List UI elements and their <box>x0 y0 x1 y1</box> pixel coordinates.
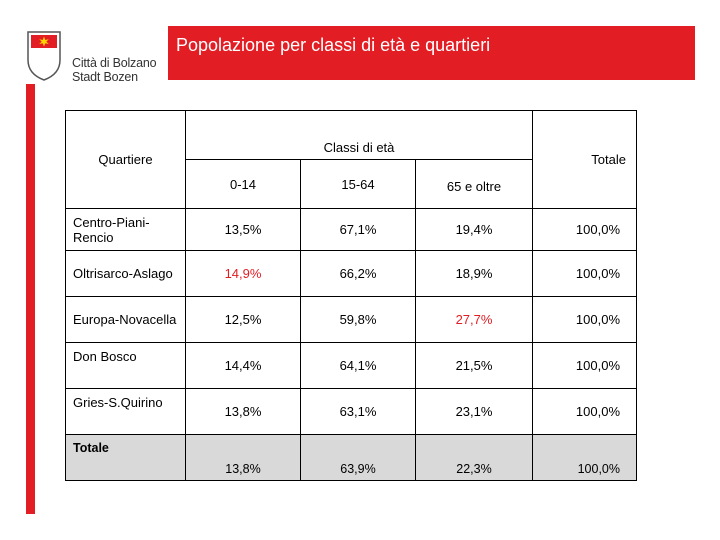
cell-value: 23,1% <box>416 389 533 435</box>
left-accent-bar <box>26 84 35 514</box>
cell-total: 100,0% <box>533 389 637 435</box>
cell-value: 59,8% <box>301 297 416 343</box>
cell-total: 100,0% <box>533 251 637 297</box>
cell-total: 100,0% <box>533 343 637 389</box>
cell-value: 14,4% <box>186 343 301 389</box>
header-age-65-plus: 65 e oltre <box>416 160 533 209</box>
page-title: Popolazione per classi di età e quartieri <box>176 35 491 55</box>
table-row <box>66 389 637 435</box>
table-row <box>66 297 637 343</box>
row-name: Don Bosco <box>66 343 186 389</box>
cell-value: 13,5% <box>186 209 301 251</box>
row-name: Centro-Piani-Rencio <box>66 209 186 251</box>
table-row <box>66 343 637 389</box>
cell-value: 13,8% <box>186 389 301 435</box>
cell-value-highlight: 14,9% <box>186 251 301 297</box>
table-total-row <box>66 435 637 481</box>
population-table <box>65 110 637 481</box>
title-banner <box>168 26 695 80</box>
logo-text <box>72 56 156 84</box>
cell-value-highlight: 27,7% <box>416 297 533 343</box>
total-value: 13,8% <box>186 435 301 481</box>
cell-value: 19,4% <box>416 209 533 251</box>
row-name: Gries-S.Quirino <box>66 389 186 435</box>
bolzano-shield-icon <box>24 30 64 82</box>
cell-total: 100,0% <box>533 209 637 251</box>
cell-value: 18,9% <box>416 251 533 297</box>
cell-value: 64,1% <box>301 343 416 389</box>
total-value: 22,3% <box>416 435 533 481</box>
logo-line-2: Stadt Bozen <box>72 70 138 84</box>
header-quartiere: Quartiere <box>66 111 186 209</box>
row-name: Oltrisarco-Aslago <box>66 251 186 297</box>
table-header-row <box>66 111 637 160</box>
total-grand-total: 100,0% <box>533 435 637 481</box>
header-totale: Totale <box>533 111 637 209</box>
cell-value: 66,2% <box>301 251 416 297</box>
table-row <box>66 251 637 297</box>
city-logo <box>20 26 170 92</box>
header-age-15-64: 15-64 <box>301 160 416 209</box>
cell-value: 21,5% <box>416 343 533 389</box>
cell-value: 67,1% <box>301 209 416 251</box>
header-age-0-14: 0-14 <box>186 160 301 209</box>
cell-value: 63,1% <box>301 389 416 435</box>
cell-value: 12,5% <box>186 297 301 343</box>
total-value: 63,9% <box>301 435 416 481</box>
logo-line-1: Città di Bolzano <box>72 56 157 70</box>
total-row-name: Totale <box>66 435 186 481</box>
header-age-classes: Classi di età <box>186 111 533 160</box>
cell-total: 100,0% <box>533 297 637 343</box>
table-row <box>66 209 637 251</box>
row-name: Europa-Novacella <box>66 297 186 343</box>
